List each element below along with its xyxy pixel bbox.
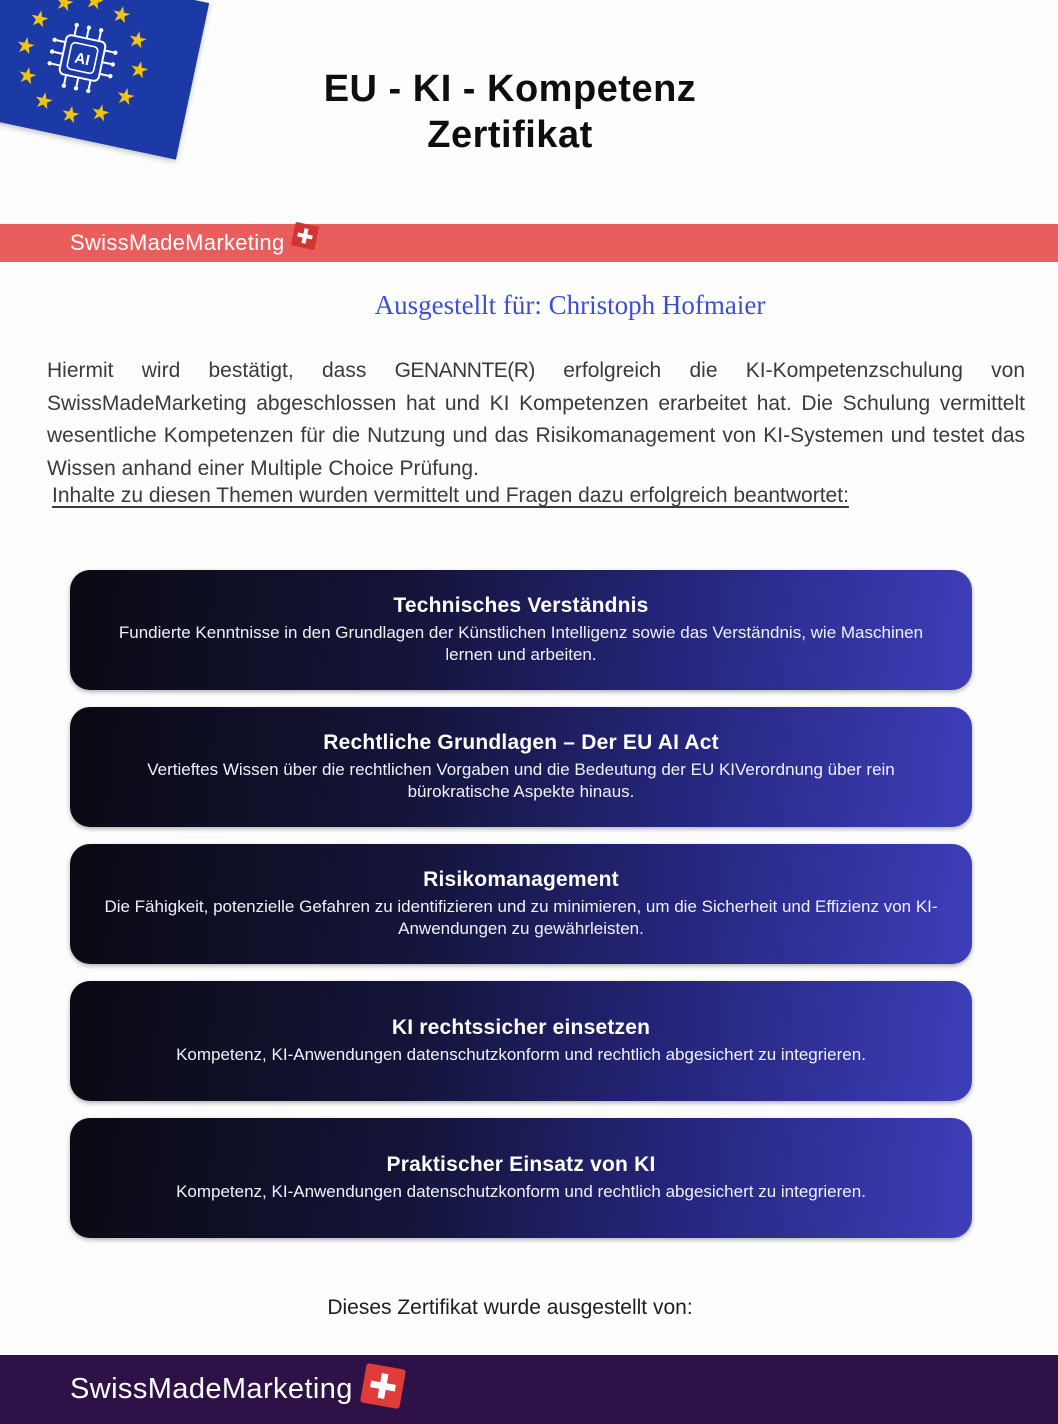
- topic-description: Fundierte Kenntnisse in den Grundlagen der Künstlichen Intelligenz sowie das Verständnis, wie Maschinen lernen und arbeiten.: [118, 622, 924, 664]
- topic-card-risikomanagement: [70, 844, 972, 964]
- intro-part1: Hiermit wird bestätigt, dass: [47, 359, 395, 382]
- topic-description: Vertieftes Wissen über die rechtlichen Vorgaben und die Bedeutung der EU KIVerordnung über rein bürokratische Aspekte hinaus.: [147, 759, 895, 801]
- certificate-title: [0, 66, 1020, 159]
- certificate-title-line2: Zertifikat: [427, 114, 593, 157]
- topic-card-ki-rechtssicher: [70, 981, 972, 1101]
- topic-card-rechtliche-grundlagen: [70, 707, 972, 827]
- footer-brand-text: SwissMadeMarketing: [70, 1373, 353, 1405]
- topic-title: Technisches Verständnis: [393, 593, 649, 617]
- topic-title: Rechtliche Grundlagen – Der EU AI Act: [323, 730, 719, 754]
- certificate-title-line1: EU - KI - Kompetenz: [323, 68, 697, 110]
- topic-description: Kompetenz, KI-Anwendungen datenschutzkonform und rechtlich abgesichert zu integrieren.: [176, 1044, 866, 1064]
- topics-list: [70, 570, 972, 1255]
- topic-card-praktischer-einsatz: [70, 1118, 972, 1238]
- intro-highlight: GENANNTE(R): [394, 359, 535, 382]
- swiss-flag-icon: [360, 1362, 406, 1408]
- topic-description: Kompetenz, KI-Anwendungen datenschutzkonform und rechtlich abgesichert zu integrieren.: [176, 1181, 866, 1201]
- topics-heading: Inhalte zu diesen Themen wurden vermittelt und Fragen dazu erfolgreich beantwortet:: [52, 484, 849, 507]
- issued-by-line: Dieses Zertifikat wurde ausgestellt von:: [327, 1296, 693, 1319]
- topic-title: Praktischer Einsatz von KI: [386, 1152, 656, 1176]
- topic-title: KI rechtssicher einsetzen: [391, 1015, 651, 1039]
- recipient-line: Ausgestellt für: Christoph Hofmaier: [374, 290, 766, 320]
- svg-text:AI: AI: [73, 49, 92, 70]
- topic-card-technisches-verstaendnis: [70, 570, 972, 690]
- intro-paragraph: [47, 355, 1025, 485]
- brand-banner-text: SwissMadeMarketing: [70, 230, 285, 255]
- topic-title: Risikomanagement: [423, 867, 619, 891]
- brand-banner: [0, 224, 1058, 262]
- topic-description: Die Fähigkeit, potenzielle Gefahren zu identifizieren und zu minimieren, um die Sicherheit und Effizienz von KI-Anwendungen zu gewährleisten.: [104, 896, 938, 938]
- intro-part2: erfolgreich die KI-Kompetenzschulung von SwissMadeMarketing abgeschlossen hat und KI Kompetenzen erarbeitet hat. Die Schulung vermittelt wesentliche Kompetenzen für die Nutzung und das Risikomanagement von KI-Systemen und testet das Wissen anhand einer Multiple Choice Prüfung.: [47, 359, 1025, 480]
- swiss-flag-icon: [291, 222, 319, 250]
- footer-brand-band: [0, 1355, 1058, 1424]
